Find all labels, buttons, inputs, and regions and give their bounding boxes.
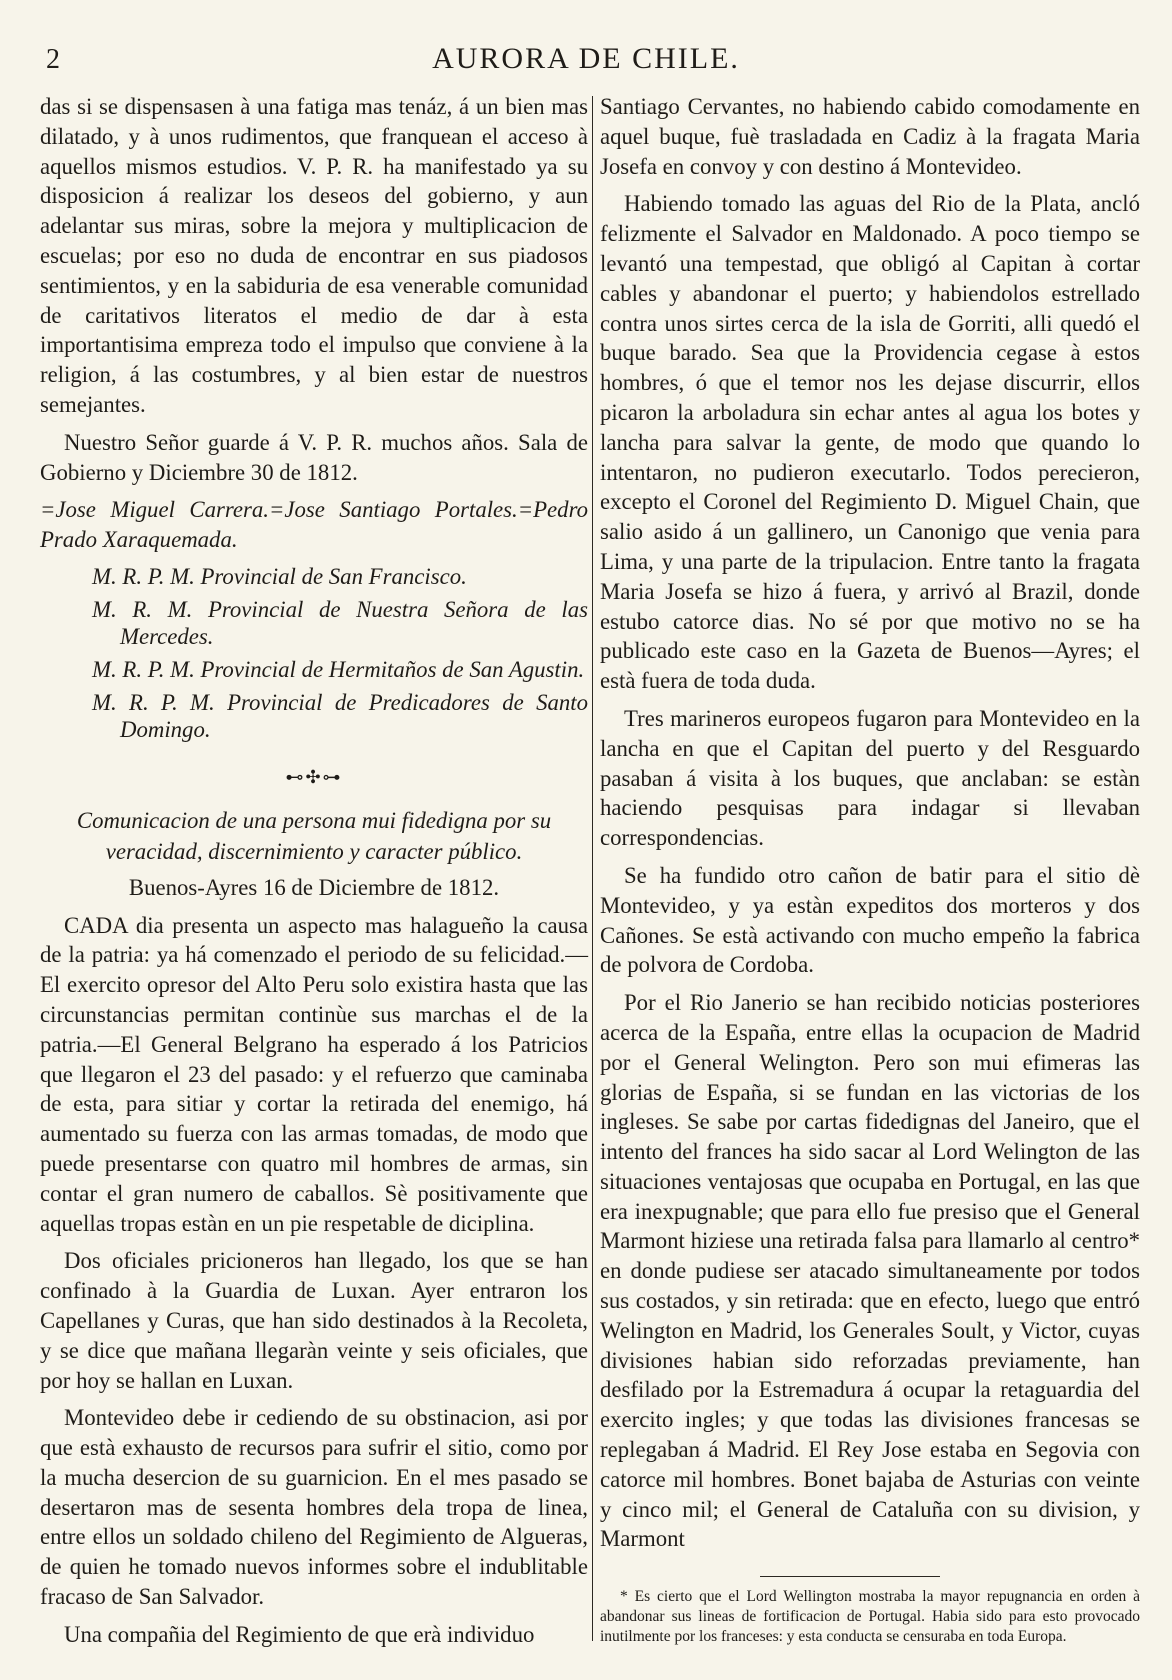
signatures: =Jose Miguel Carrera.=Jose Santiago Portales.=Pedro Prado Xaraquemada. (40, 497, 588, 553)
addressee: M. R. M. Provincial de Nuestra Señora de las Mercedes. (92, 596, 588, 649)
right-column (600, 92, 1140, 1647)
running-head (38, 34, 1134, 74)
section-heading: Comunicacion de una persona mui fidedigna por su veracidad, discernimiento y caracter público. (76, 807, 552, 864)
paragraph: Habiendo tomado las aguas del Rio de la Plata, ancló felizmente el Salvador en Maldonado. A poco tiempo se levantó una tempestad, que obligó al Capitan à cortar cables y abandonar el puerto; y habiendolos estrellado contra unos sirtes cerca de la isla de Gorriti, alli quedó el buque barado. Sea que la Providencia cegase à estos hombres, ó que el temor nos les dejase discurrir, ellos picaron la arboladura sin echar antes al agua los botes y lancha para salvar la gente, de modo que quando lo intentaron, no pudieron executarlo. Todos perecieron, excepto el Coronel del Regimiento D. Miguel Chain, que salio asido á un gallinero, un Canonigo que venia para Lima, y una parte de la tripulacion. Entre tanto la fragata Maria Josefa se hizo á fuera, y arrivó al Brazil, donde estubo catorce dias. No sé por que motivo no se ha publicado este caso en la Gazeta de Buenos—Ayres; el està fuera de toda duda. (600, 191, 1140, 694)
footnote: * Es cierto que el Lord Wellington mostraba la mayor repugnancia en orden à abandonar sus lineas de fortificacion de Portugal. Habia sido para esto provocado inutilmente por los franceses: y esta conducta se censuraba en toda Europa. (600, 1588, 1140, 1646)
paragraph: CADA dia presenta un aspecto mas halagueño la causa de la patria: ya há comenzado el periodo de su felicidad.—El exercito opresor del Alto Peru solo existira hasta que las circunstancias permitan continùe sus marchas el de la patria.—El General Belgrano ha esperado á los Patricios que llegaron el 23 del pasado: y el refuerzo que caminaba de esta, para sitiar y cortar la retirada del enemigo, há aumentado su fuerza con las armas tomadas, de modo que puede presentarse con quatro mil hombres de armas, sin contar el gran numero de caballos. Sè positivamente que aquellas tropas estàn en un pie respetable de diciplina. (40, 912, 588, 1236)
paragraph: Nuestro Señor guarde á V. P. R. muchos años. Sala de Gobierno y Diciembre 30 de 1812. (40, 429, 588, 485)
footnote-rule (760, 1576, 940, 1577)
paragraph: Tres marineros europeos fugaron para Montevideo en la lancha en que el Capitan del puerto y del Resguardo pasaban á visita à los buques, que anclaban: se estàn haciendo pesquisas para indagar si llevaban correspondencias. (600, 705, 1140, 851)
addressee: M. R. P. M. Provincial de Hermitaños de San Agustin. (92, 656, 585, 682)
addressee: M. R. P. M. Provincial de Predicadores de Santo Domingo. (92, 689, 588, 742)
left-column (40, 92, 588, 1658)
newspaper-title: AURORA DE CHILE. (432, 42, 740, 75)
addressee: M. R. P. M. Provincial de San Francisco. (92, 563, 467, 589)
paragraph: Santiago Cervantes, no habiendo cabido comodamente en aquel buque, fuè trasladada en Cadiz à la fragata Maria Josefa en convoy y con destino á Montevideo. (600, 94, 1140, 179)
paragraph: Dos oficiales pricioneros han llegado, los que se han confinado à la Guardia de Luxan. Ayer entraron los Capellanes y Curas, que han sido destinados à la Recoleta, y se dice que mañana llegaràn veinte y seis oficiales, que por hoy se hallan en Luxan. (40, 1248, 588, 1393)
paragraph: das si se dispensasen à una fatiga mas tenáz, á un bien mas dilatado, y à unos rudimentos, que franquean el acceso à aquellos mismos estudios. V. P. R. ha manifestado ya su disposicion á realizar los deseos del gobierno, y aun adelantar sus miras, sobre la mejora y multiplicacion de escuelas; por eso no duda de encontrar en sus piadosos sentimientos, y en la sabiduria de esa venerable comunidad de caritativos literatos el medio de dar à esta importantisima empreza todo el impulso que conviene à la religion, á las costumbres, y al bien estar de nuestros semejantes. (40, 94, 588, 417)
page-number: 2 (46, 44, 60, 75)
dateline: Buenos-Ayres 16 de Diciembre de 1812. (128, 874, 500, 900)
paragraph: Por el Rio Janerio se han recibido noticias posteriores acerca de la España, entre ellas la ocupacion de Madrid por el General Welington. Pero son mui efimeras las glorias de España, si se fundan en las victorias de los ingleses. Se sabe por cartas fidedignas del Janeiro, que el intento del frances ha sido sacar al Lord Welington de las situaciones ventajosas que ocupaba en Portugal, en las que era inexpugnable; que para ello fue presiso que el General Marmont hiziese una retirada falsa para llamarlo al centro* en donde pudiese ser atacado simultaneamente por todos sus costados, y sin retirada: que en efecto, luego que entró Welington en Madrid, los Generales Soult, y Victor, cuyas divisiones habian sido reforzadas previamente, han desfilado por la Estremadura á ocupar la retaguardia del exercito ingles; y que todas las divisiones francesas se replegaban á Madrid. El Rey Jose estaba en Segovia con catorce mil hombres. Bonet bajaba de Asturias con veinte y cinco mil; el General de Cataluña con su division, y Marmont (600, 990, 1140, 1552)
paragraph: Montevideo debe ir cediendo de su obstinacion, asi por que està exhausto de recursos para sufrir el sitio, como por la mucha desercion de su guarnicion. En el mes pasado se desertaron mas de sesenta hombres dela tropa de linea, entre ellos un soldado chileno del Regimiento de Algueras, de quien he tomado nuevos informes sobre el indublitable fracaso de San Salvador. (40, 1405, 588, 1610)
paragraph: Una compañia del Regimiento de que erà individuo (64, 1621, 535, 1647)
section-ornament: ⊷✣⊶ (285, 766, 343, 787)
paragraph: Se ha fundido otro cañon de batir para el sitio dè Montevideo, y ya estàn expeditos dos morteros y dos Cañones. Se està activando con mucho empeño la fabrica de polvora de Cordoba. (600, 862, 1140, 978)
column-divider (592, 96, 593, 1641)
